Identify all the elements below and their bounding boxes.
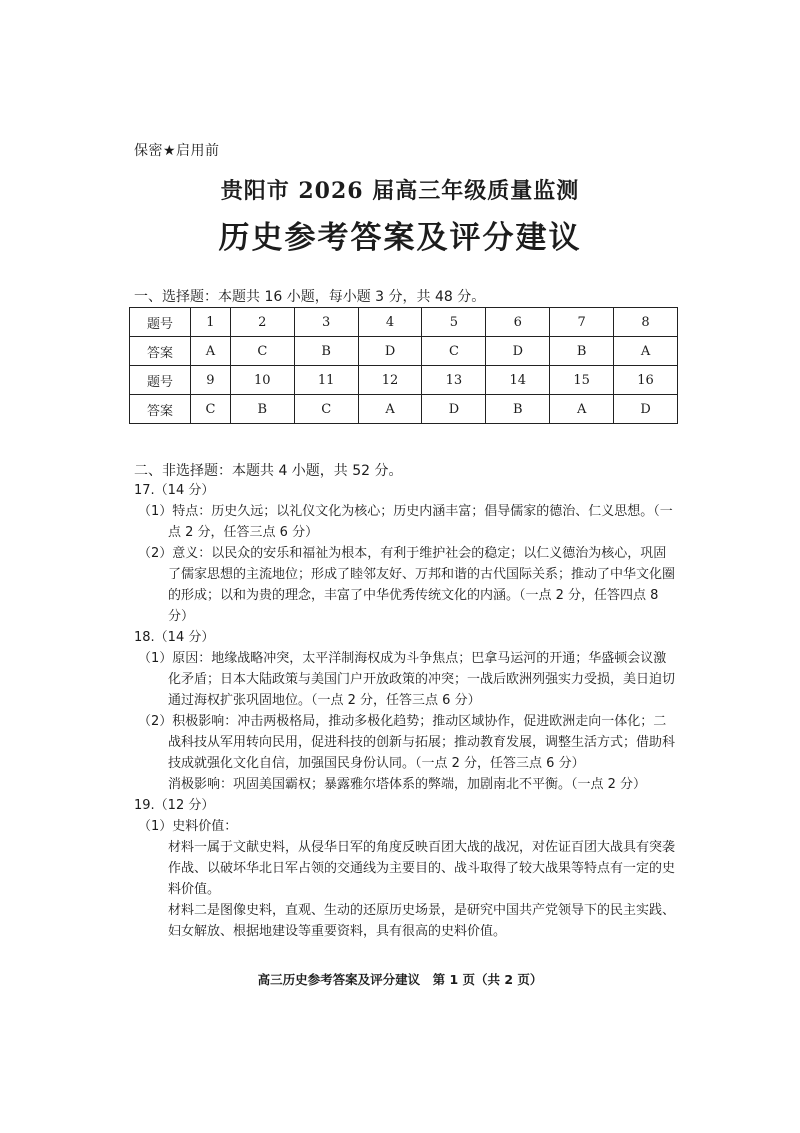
question-number: 13	[422, 366, 486, 395]
page-footer: 高三历史参考答案及评分建议 第 1 页（共 2 页）	[257, 972, 543, 987]
question-number: 7	[550, 308, 614, 337]
confidential-mark: 保密★启用前	[134, 143, 220, 159]
question-number: 4	[358, 308, 422, 337]
answer-cell: B	[294, 337, 358, 366]
question-19-part1: （1）史料价值：	[138, 819, 238, 834]
answer-cell: B	[230, 395, 294, 424]
answer-cell: A	[191, 337, 231, 366]
answer-cell: A	[358, 395, 422, 424]
question-18-title: 18.（14 分）	[134, 630, 215, 645]
table-row	[130, 395, 678, 424]
question-number: 15	[550, 366, 614, 395]
row-label-answer: 答案	[130, 337, 191, 366]
question-17-title: 17.（14 分）	[134, 483, 215, 498]
question-number: 16	[614, 366, 678, 395]
question-18-part2: （2）积极影响：冲击两极格局，推动多极化趋势；推动区域协作，促进欧洲走向一体化；二战科技从军用转向民用，促进科技的创新与拓展；推动教育发展，调整生活方式；借助科技成就强化文化自信，加强国民身份认同。（一点 2 分，任答三点 6 分）	[138, 714, 676, 771]
question-17-part2: （2）意义：以民众的安乐和福祉为根本，有利于维护社会的稳定；以仁义德治为核心，巩固了儒家思想的主流地位；形成了睦邻友好、万邦和谐的古代国际关系；推动了中华文化圈的形成；以和为贵的理念，丰富了中华优秀传统文化的内涵。（一点 2 分，任答四点 8 分）	[138, 546, 676, 624]
row-label-question: 题号	[130, 308, 191, 337]
question-number: 8	[614, 308, 678, 337]
section2-heading: 二、非选择题：本题共 4 小题，共 52 分。	[134, 463, 403, 479]
answer-cell: A	[614, 337, 678, 366]
answer-cell: C	[294, 395, 358, 424]
answer-body	[134, 480, 679, 942]
question-number: 5	[422, 308, 486, 337]
answer-cell: A	[550, 395, 614, 424]
document-title: 历史参考答案及评分建议	[218, 220, 582, 256]
row-label-answer: 答案	[130, 395, 191, 424]
answer-cell: D	[614, 395, 678, 424]
answer-cell: C	[230, 337, 294, 366]
question-18-part1: （1）原因：地缘战略冲突，太平洋制海权成为斗争焦点；巴拿马运河的开通；华盛顿会议激化矛盾；日本大陆政策与美国门户开放政策的冲突；一战后欧洲列强实力受损，美日迫切通过海权扩张巩固地位。（一点 2 分，任答三点 6 分）	[138, 651, 676, 708]
question-17-part1: （1）特点：历史久远；以礼仪文化为核心；历史内涵丰富；倡导儒家的德治、仁义思想。（一点 2 分，任答三点 6 分）	[138, 504, 673, 540]
section1-heading: 一、选择题：本题共 16 小题，每小题 3 分，共 48 分。	[134, 289, 486, 305]
exam-subtitle: 贵阳市 2026 届高三年级质量监测	[220, 178, 580, 204]
question-number: 6	[486, 308, 550, 337]
question-19-material1: 材料一属于文献史料，从侵华日军的角度反映百团大战的战况，对佐证百团大战具有突袭作战、以破坏华北日军占领的交通线为主要目的、战斗取得了较大战果等特点有一定的史料价值。	[168, 840, 676, 897]
question-number: 10	[230, 366, 294, 395]
answer-table	[129, 307, 678, 424]
question-number: 9	[191, 366, 231, 395]
question-number: 3	[294, 308, 358, 337]
answer-cell: B	[550, 337, 614, 366]
question-19-material2: 材料二是图像史料，直观、生动的还原历史场景，是研究中国共产党领导下的民主实践、妇女解放、根据地建设等重要资料，具有很高的史料价值。	[168, 903, 676, 939]
question-19-title: 19.（12 分）	[134, 798, 215, 813]
answer-cell: D	[422, 395, 486, 424]
table-row	[130, 308, 678, 337]
question-number: 2	[230, 308, 294, 337]
question-number: 1	[191, 308, 231, 337]
answer-cell: C	[191, 395, 231, 424]
row-label-question: 题号	[130, 366, 191, 395]
table-row	[130, 337, 678, 366]
question-number: 14	[486, 366, 550, 395]
question-number: 11	[294, 366, 358, 395]
question-number: 12	[358, 366, 422, 395]
table-row	[130, 366, 678, 395]
answer-cell: B	[486, 395, 550, 424]
question-18-negative: 消极影响：巩固美国霸权；暴露雅尔塔体系的弊端，加剧南北不平衡。（一点 2 分）	[168, 777, 647, 792]
answer-cell: D	[486, 337, 550, 366]
answer-cell: D	[358, 337, 422, 366]
answer-cell: C	[422, 337, 486, 366]
